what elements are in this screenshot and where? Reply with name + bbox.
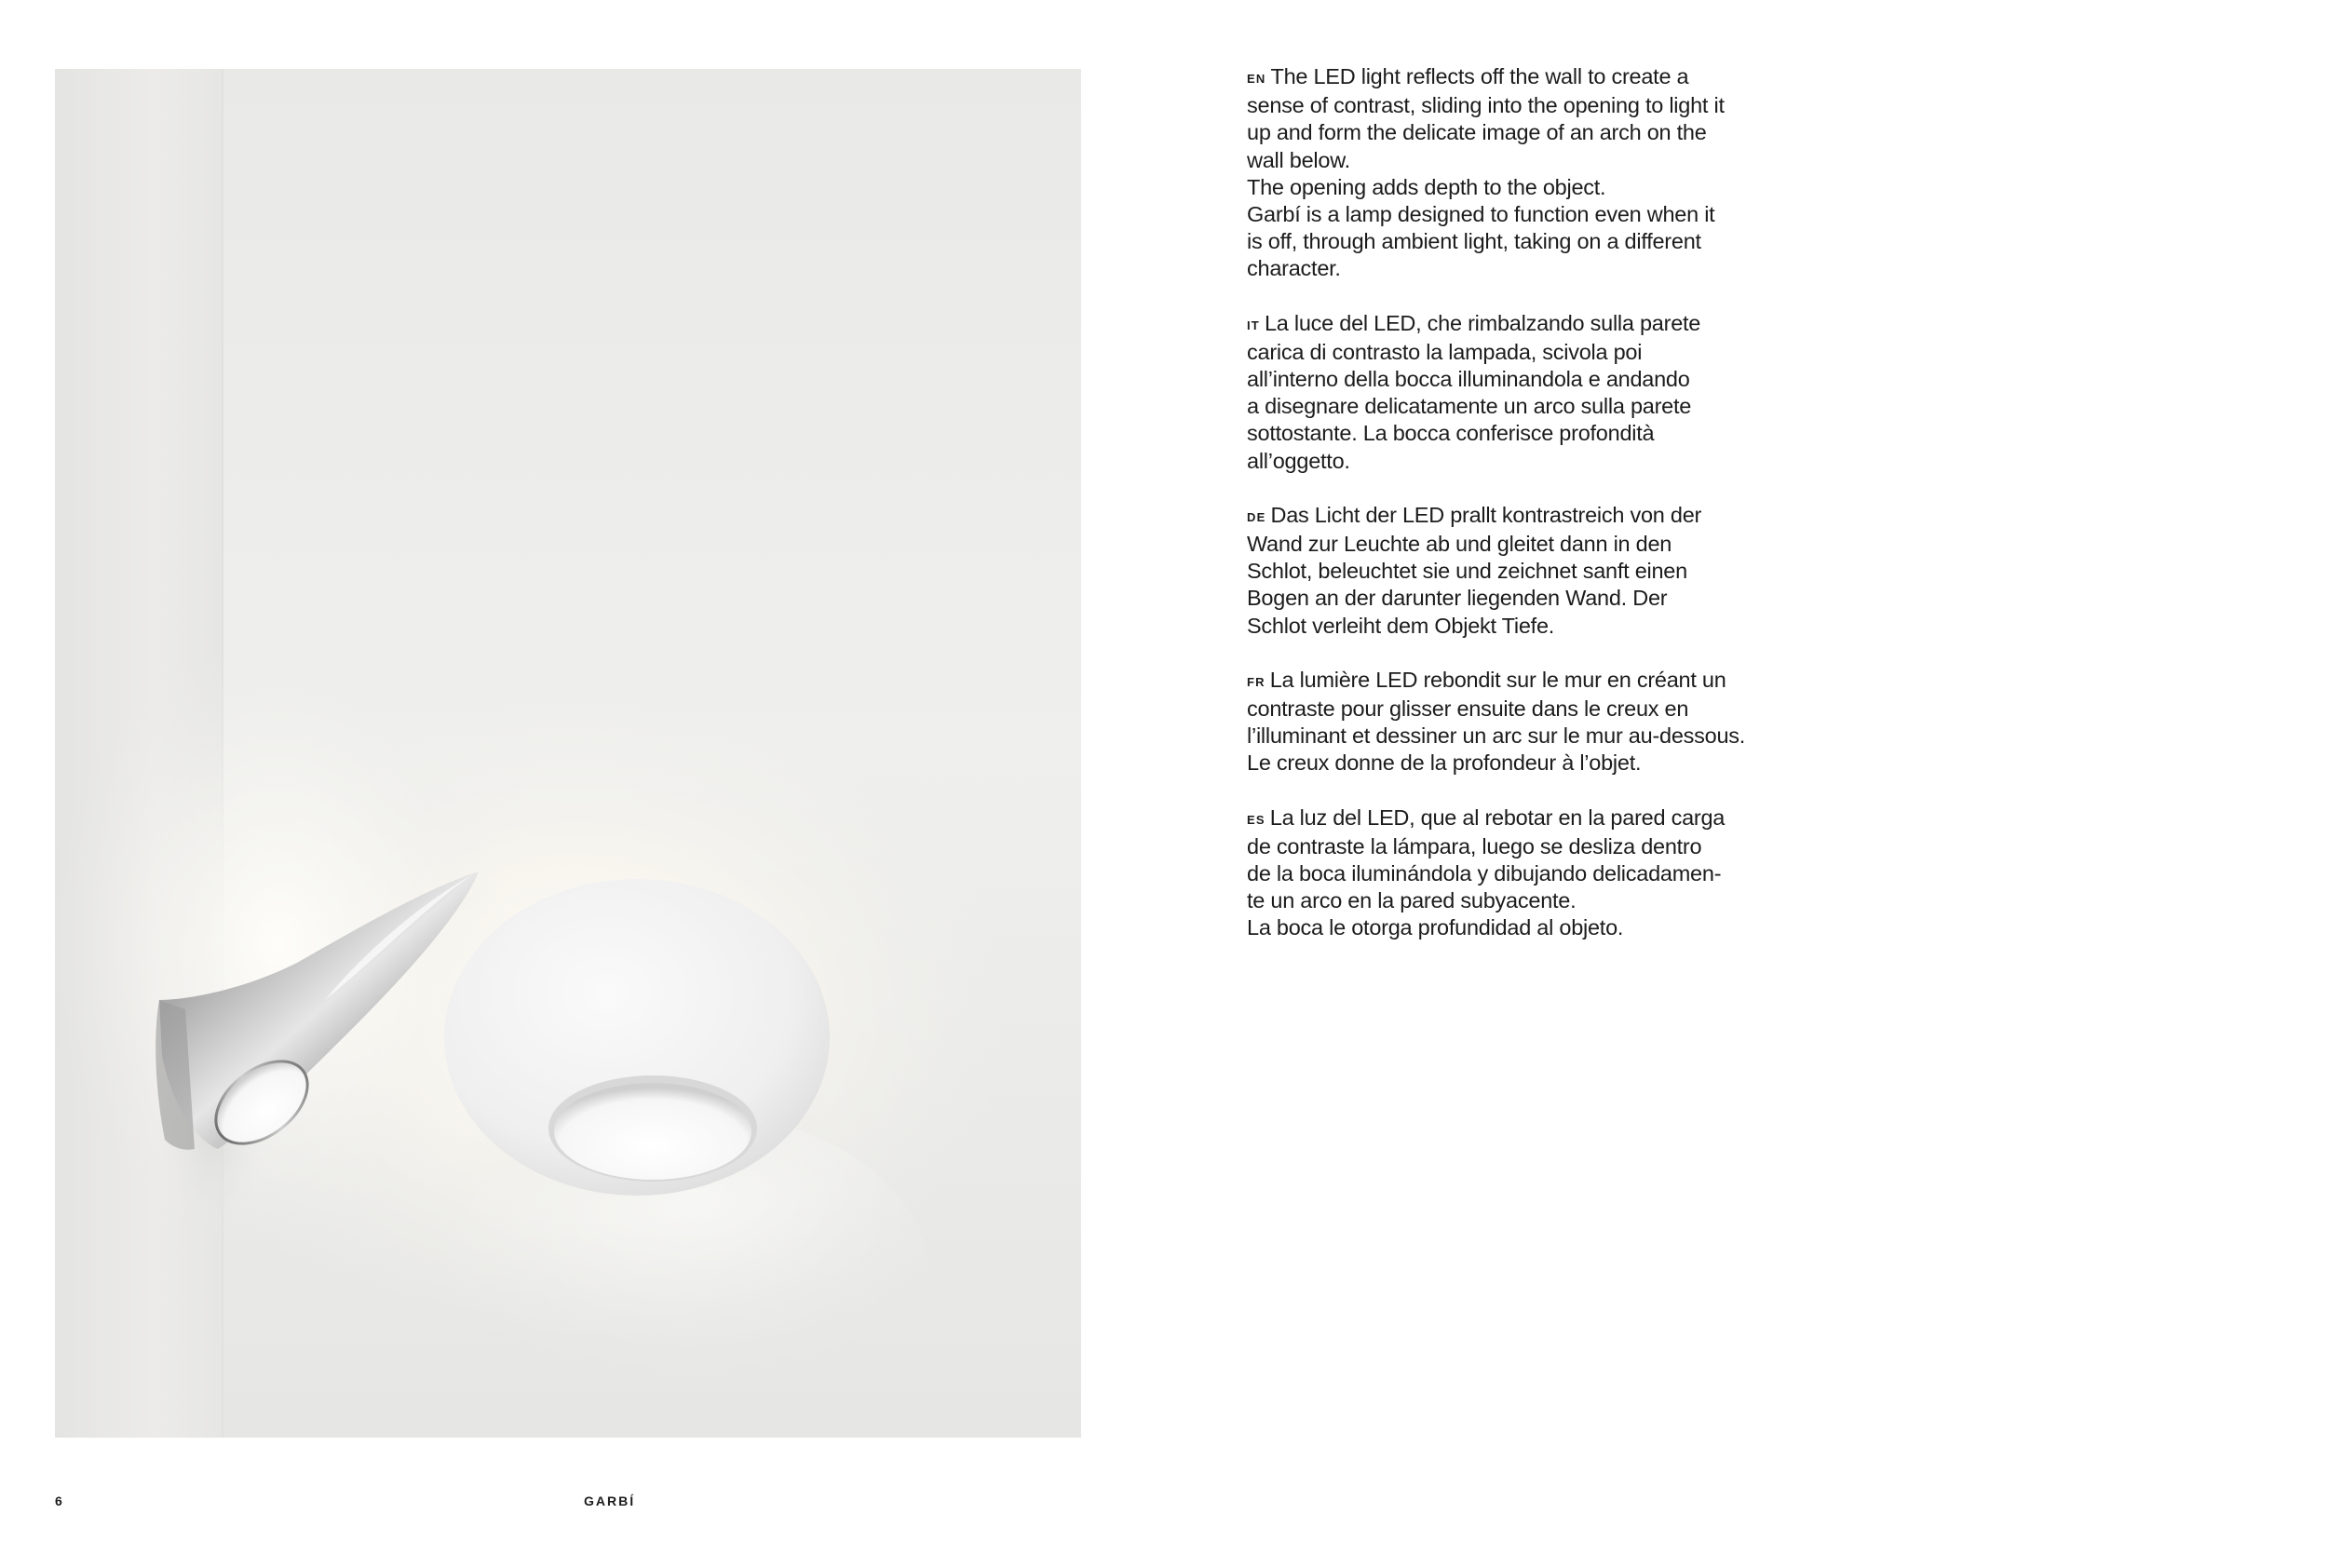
text-line: de contraste la lámpara, luego se desliza dentro [1247,833,1702,858]
paragraph-de [1247,502,1768,640]
paragraph-it [1247,310,1768,475]
paragraph-en [1247,63,1768,283]
lang-tag-de: DE [1247,509,1266,524]
description-text-column [1247,63,1768,969]
text-line: all’interno della bocca illuminandola e andando [1247,367,1690,392]
text-line: Le creux donne de la profondeur à l’objet. [1247,750,1642,776]
text-line: carica di contrasto la lampada, scivola poi [1247,339,1643,364]
lang-tag-fr: FR [1247,674,1266,689]
text-line: Wand zur Leuchte ab und gleitet dann in den [1247,532,1672,557]
lang-tag-en: EN [1247,72,1266,86]
lang-tag-it: IT [1247,318,1260,332]
text-line: La luz del LED, que al rebotar en la pared carga [1269,804,1726,830]
text-line: wall below. [1247,147,1350,172]
text-line: is off, through ambient light, taking on a different [1247,229,1701,254]
text-line: sense of contrast, sliding into the opening to light it [1247,93,1725,118]
text-line: all’oggetto. [1247,448,1350,473]
paragraph-es [1247,804,1768,942]
text-line: Schlot, beleuchtet sie und zeichnet sanft einen [1247,559,1687,584]
text-line: l’illuminant et dessiner un arc sur le mur au-dessous. [1247,723,1746,749]
text-line: Bogen an der darunter liegenden Wand. Der [1247,586,1668,611]
text-line: Garbí is a lamp designed to function even when it [1247,202,1715,227]
text-line: te un arco en la pared subyacente. [1247,888,1577,913]
product-photo [55,69,1081,1438]
lang-tag-es: ES [1247,812,1266,827]
paragraph-fr [1247,667,1768,777]
text-line: La luce del LED, che rimbalzando sulla parete [1264,310,1701,335]
text-line: Schlot verleiht dem Objekt Tiefe. [1247,613,1555,638]
text-line: Das Licht der LED prallt kontrastreich von der [1270,502,1702,527]
text-line: La boca le otorga profundidad al objeto. [1247,915,1624,940]
text-line: La lumière LED rebondit sur le mur en créant un [1269,667,1726,692]
text-line: character. [1247,256,1341,281]
text-line: de la boca iluminándola y dibujando delicadamen- [1247,861,1722,886]
text-line: contraste pour glisser ensuite dans le creux en [1247,696,1689,722]
text-line: a disegnare delicatamente un arco sulla parete [1247,394,1692,419]
page-number: 6 [55,1494,63,1508]
text-line: The LED light reflects off the wall to create a [1270,64,1689,88]
text-line: up and form the delicate image of an arch on the [1247,120,1707,145]
text-line: The opening adds depth to the object. [1247,174,1606,199]
running-title: GARBÍ [584,1494,636,1508]
text-line: sottostante. La bocca conferisce profondità [1247,421,1655,446]
